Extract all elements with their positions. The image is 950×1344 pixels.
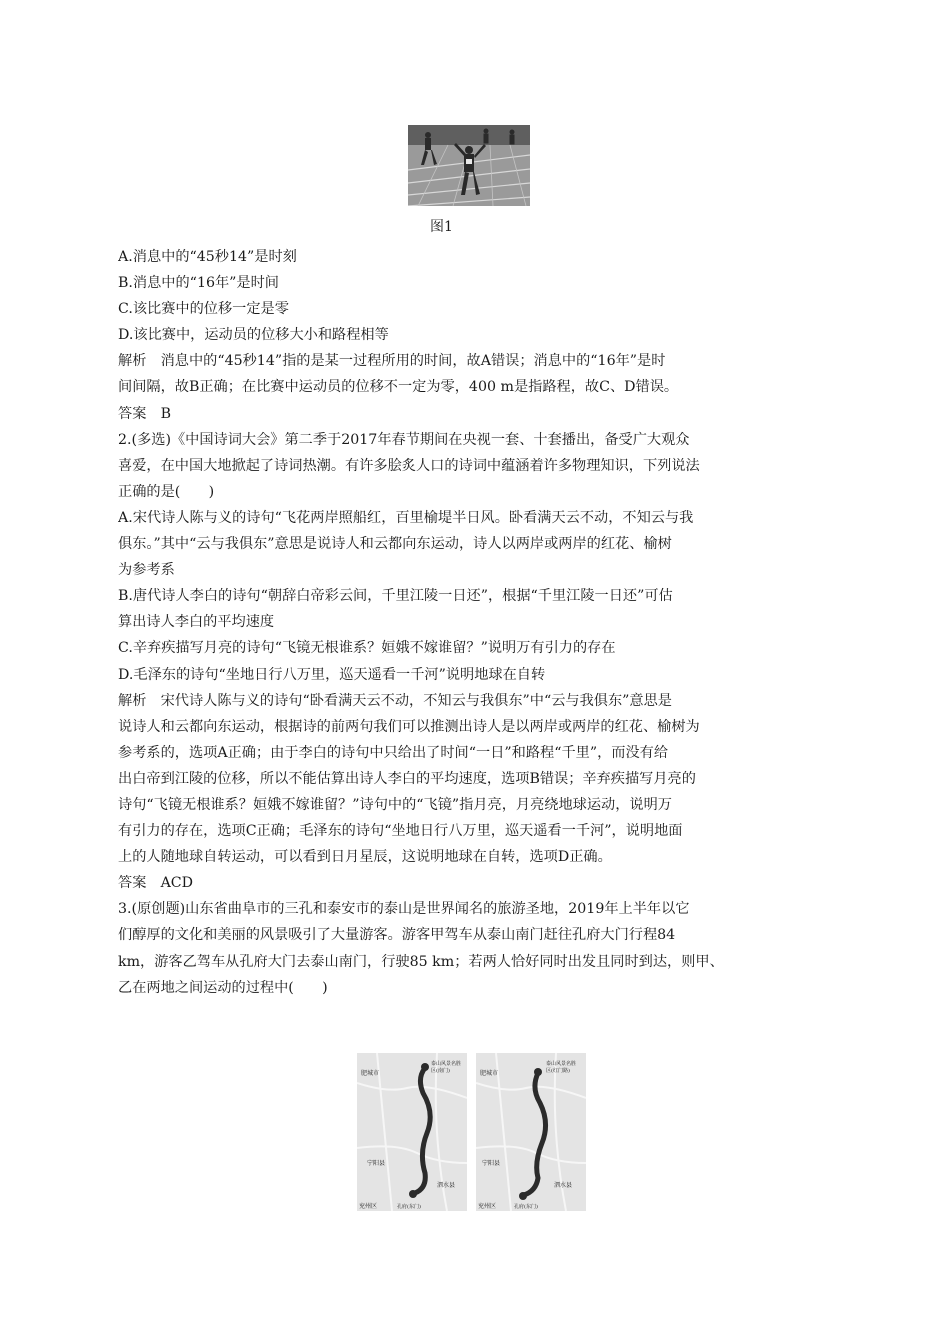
map-b-city4: 兖州区	[478, 1203, 497, 1210]
map-a-top-label: 泰山风景名胜	[431, 1061, 462, 1067]
q1-option-d: D.该比赛中，运动员的位移大小和路程相等	[118, 327, 389, 344]
q2-option-line: 算出诗人李白的平均速度	[118, 614, 275, 631]
q3-stem-line: 3.(原创题)山东省曲阜市的三孔和泰安市的泰山是世界闻名的旅游圣地，2019年上半年以它	[118, 901, 690, 918]
q2-analysis-line: 解析 宋代诗人陈与义的诗句“卧看满天云不动，不知云与我俱东”中“云与我俱东”意思是	[118, 692, 672, 709]
map-b-city3: 泗水县	[554, 1182, 573, 1189]
map-a-city3: 泗水县	[437, 1182, 456, 1189]
q2-analysis-line: 有引力的存在，选项C正确；毛泽东的诗句“坐地日行八万里，巡天遥看一千河”，说明地面	[118, 823, 683, 840]
map-a-city1: 肥城市	[361, 1070, 380, 1077]
q2-option-line: 为参考系	[118, 562, 175, 579]
q2-option-line: 俱东。”其中“云与我俱东”意思是说诗人和云都向东运动，诗人以两岸或两岸的红花、榆树	[118, 536, 672, 553]
q3-stem-line: km，游客乙驾车从孔府大门去泰山南门，行驶85 km；若两人恰好同时出发且同时到达，则甲、	[118, 953, 724, 970]
map-a-top-sub: 区(南门)	[431, 1068, 450, 1074]
q1-option-c: C.该比赛中的位移一定是零	[118, 301, 289, 318]
q1-option-b: B.消息中的“16年”是时间	[118, 275, 279, 292]
q2-analysis-line: 上的人随地球自转运动，可以看到日月星辰，这说明地球在自转，选项D正确。	[118, 849, 612, 866]
q2-stem-line: 正确的是( )	[118, 483, 215, 500]
q2-analysis-line: 参考系的，选项A正确；由于李白的诗句中只给出了时间“一日”和路程“千里”，而没有给	[118, 744, 669, 761]
route-map-b	[476, 1053, 586, 1211]
q2-analysis-line: 诗句“飞镜无根谁系？姮娥不嫁谁留？”诗句中的“飞镜”指月亮，月亮绕地球运动，说明万	[118, 796, 672, 813]
q3-stem-line: 们醇厚的文化和美丽的风景吸引了大量游客。游客甲驾车从泰山南门赶往孔府大门行程84	[118, 927, 676, 944]
map-b-city2: 宁阳县	[482, 1160, 501, 1167]
text-body	[118, 244, 834, 1001]
q2-option-line: D.毛泽东的诗句“坐地日行八万里，巡天遥看一千河”说明地球在自转	[118, 666, 546, 683]
q1-analysis-line: 间间隔，故B正确；在比赛中运动员的位移不一定为零，400 m是指路程，故C、D错误。	[118, 379, 679, 396]
map-b-bottom-label: 孔府(东门)	[514, 1204, 538, 1210]
map-b-city1: 肥城市	[480, 1070, 499, 1077]
map-b-top-sub: 区(红门路)	[546, 1068, 570, 1074]
q2-option-line: B.唐代诗人李白的诗句“朝辞白帝彩云间，千里江陵一日还”，根据“千里江陵一日还”可估	[118, 588, 673, 605]
q3-stem-line: 乙在两地之间运动的过程中( )	[118, 979, 328, 996]
q1-analysis-line: 解析 消息中的“45秒14”指的是某一过程所用的时间，故A错误；消息中的“16年”是时	[118, 353, 666, 370]
runners-photo	[408, 125, 530, 206]
route-maps	[357, 1053, 597, 1213]
q2-answer: 答案 ACD	[118, 875, 194, 892]
q2-stem-line: 喜爱，在中国大地掀起了诗词热潮。有许多脍炙人口的诗词中蕴涵着许多物理知识，下列说法	[118, 457, 700, 474]
map-b-top-label: 泰山风景名胜	[546, 1061, 577, 1067]
q1-answer: 答案 B	[118, 405, 171, 422]
q2-analysis-line: 说诗人和云都向东运动，根据诗的前两句我们可以推测出诗人是以两岸或两岸的红花、榆树为	[118, 718, 700, 735]
q1-option-a: A.消息中的“45秒14”是时刻	[118, 249, 297, 265]
q2-analysis-line: 出白帝到江陵的位移，所以不能估算出诗人李白的平均速度，选项B错误；辛弃疾描写月亮的	[118, 770, 696, 787]
map-a-city4: 兖州区	[359, 1203, 378, 1210]
q2-option-line: C.辛弃疾描写月亮的诗句“飞镜无根谁系？姮娥不嫁谁留？”说明万有引力的存在	[118, 640, 616, 657]
map-a-bottom-label: 孔府(东门)	[397, 1204, 421, 1210]
route-map-a	[357, 1053, 467, 1211]
q2-stem-line: 2.(多选)《中国诗词大会》第二季于2017年春节期间在央视一套、十套播出，备受广大观众	[118, 431, 690, 448]
map-a-city2: 宁阳县	[367, 1160, 386, 1167]
figure-caption: 图1	[430, 219, 453, 235]
q2-option-line: A.宋代诗人陈与义的诗句“飞花两岸照船红，百里榆堤半日风。卧看满天云不动，不知云与我	[118, 509, 694, 526]
